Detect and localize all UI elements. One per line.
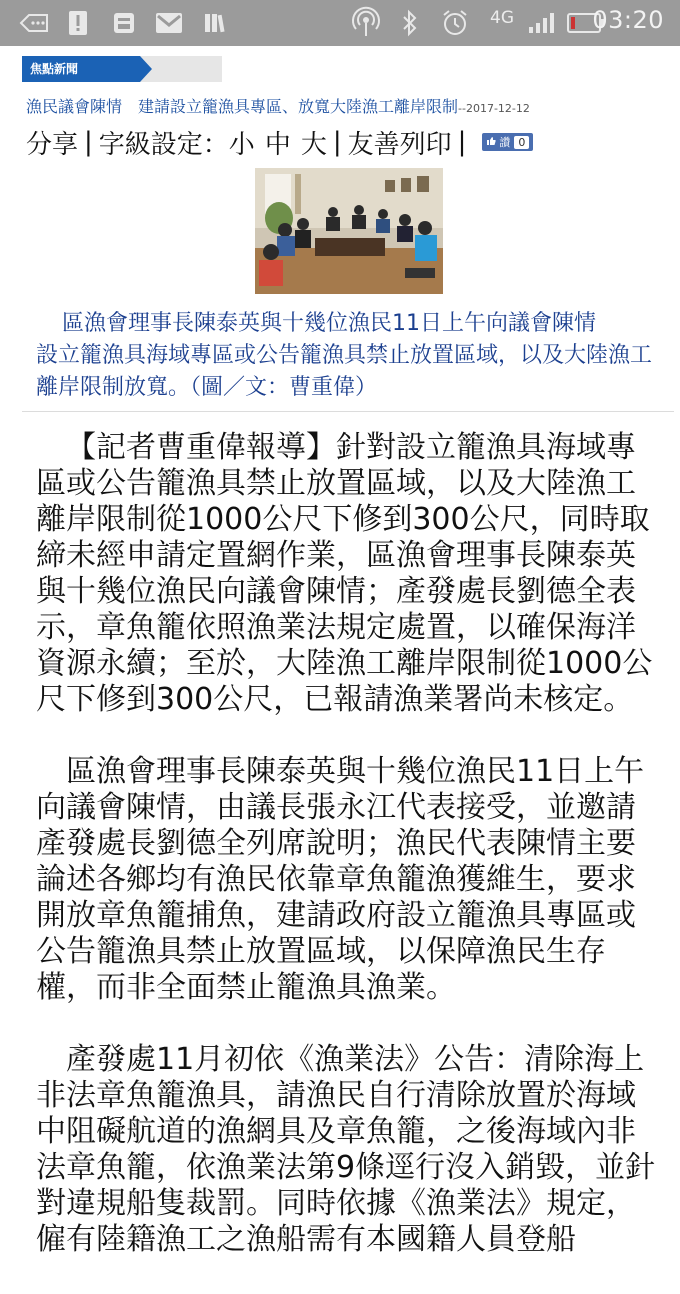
font-size-label: 字級設定： bbox=[98, 129, 229, 160]
section-tab-label: 焦點新聞 bbox=[22, 56, 140, 82]
article-paragraph: 【記者曹重偉報導】針對設立籠漁具海域專區或公告籠漁具禁止放置區域，以及大陸漁工離岸限制從1000公尺下修到300公尺，同時取締未經申請定置網作業，區漁會理事長陳泰英與十幾位漁民向議會陳情；產發處長劉德全表示，章魚籠依照漁業法規定處置，以確保海洋資源永續；至於，大陸漁工離岸限制從1000公尺下修到300公尺，已報請漁業署尚未核定。 bbox=[36, 430, 653, 717]
signal-icon bbox=[526, 8, 558, 38]
article-page bbox=[0, 46, 680, 1257]
article-paragraph: 區漁會理事長陳泰英與十幾位漁民11日上午向議會陳情，由議長張永江代表接受，並邀請產發處長劉德全列席說明；漁民代表陳情主要論述各鄉均有漁民依靠章魚籠漁獲維生，要求開放章魚籠捕魚，建請政府設立籠漁具專區或公告籠漁具禁止放置區域，以保障漁民生存權，而非全面禁止籠漁具漁業。 bbox=[36, 754, 645, 1005]
like-label: 讚 bbox=[499, 136, 511, 149]
share-toolbar bbox=[26, 124, 533, 160]
separator: | bbox=[457, 127, 467, 157]
divider bbox=[22, 411, 674, 412]
font-size-small-button[interactable]: 小 bbox=[228, 129, 255, 160]
facebook-like-button[interactable] bbox=[482, 133, 533, 151]
app-icon bbox=[110, 8, 138, 38]
section-tab[interactable] bbox=[22, 56, 222, 82]
alarm-icon bbox=[440, 8, 470, 38]
caption-line-1: 區漁會理事長陳泰英與十幾位漁民11日上午向議會陳情 bbox=[62, 311, 596, 336]
alert-icon bbox=[66, 8, 90, 38]
section-tab-arrow bbox=[140, 56, 152, 82]
article-date-prefix: -- bbox=[458, 102, 466, 115]
photo-caption bbox=[36, 308, 664, 404]
print-button[interactable]: 友善列印 bbox=[347, 129, 452, 160]
share-button[interactable]: 分享 bbox=[26, 129, 79, 160]
headline-text: 漁民議會陳情 建請設立籠漁具專區、放寬大陸漁工離岸限制 bbox=[26, 97, 459, 116]
caption-line-2: 設立籠漁具海域專區或公告籠漁具禁止放置區域，以及大陸漁工離岸限制放寬。（圖／文：曹重偉） bbox=[36, 343, 653, 400]
thumbs-up-icon bbox=[486, 136, 496, 149]
article-photo[interactable] bbox=[255, 168, 443, 294]
status-bar bbox=[0, 0, 680, 46]
font-size-large-button[interactable]: 大 bbox=[300, 129, 327, 160]
article-date: 2017-12-12 bbox=[465, 102, 530, 115]
books-icon bbox=[200, 8, 228, 38]
like-count: 0 bbox=[514, 136, 529, 149]
separator: | bbox=[84, 127, 93, 157]
clock-time: 03:20 bbox=[592, 6, 664, 34]
gmail-icon bbox=[154, 8, 184, 38]
article-headline bbox=[26, 94, 666, 117]
hotspot-icon bbox=[350, 8, 382, 38]
article-body bbox=[36, 430, 664, 1294]
network-type: 4G bbox=[490, 8, 514, 28]
separator: | bbox=[332, 127, 342, 157]
article-paragraph: 產發處11月初依《漁業法》公告：清除海上非法章魚籠漁具，請漁民自行清除放置於海域中阻礙航道的漁網具及章魚籠，之後海域內非法章魚籠，依漁業法第9條逕行沒入銷毀，並針對違規船隻裁罰。同時依據《漁業法》規定，僱有陸籍漁工之漁船需有本國籍人員登船 bbox=[36, 1042, 656, 1257]
bluetooth-icon bbox=[398, 8, 422, 38]
back-arrow-icon bbox=[18, 8, 50, 38]
font-size-medium-button[interactable]: 中 bbox=[264, 129, 291, 160]
